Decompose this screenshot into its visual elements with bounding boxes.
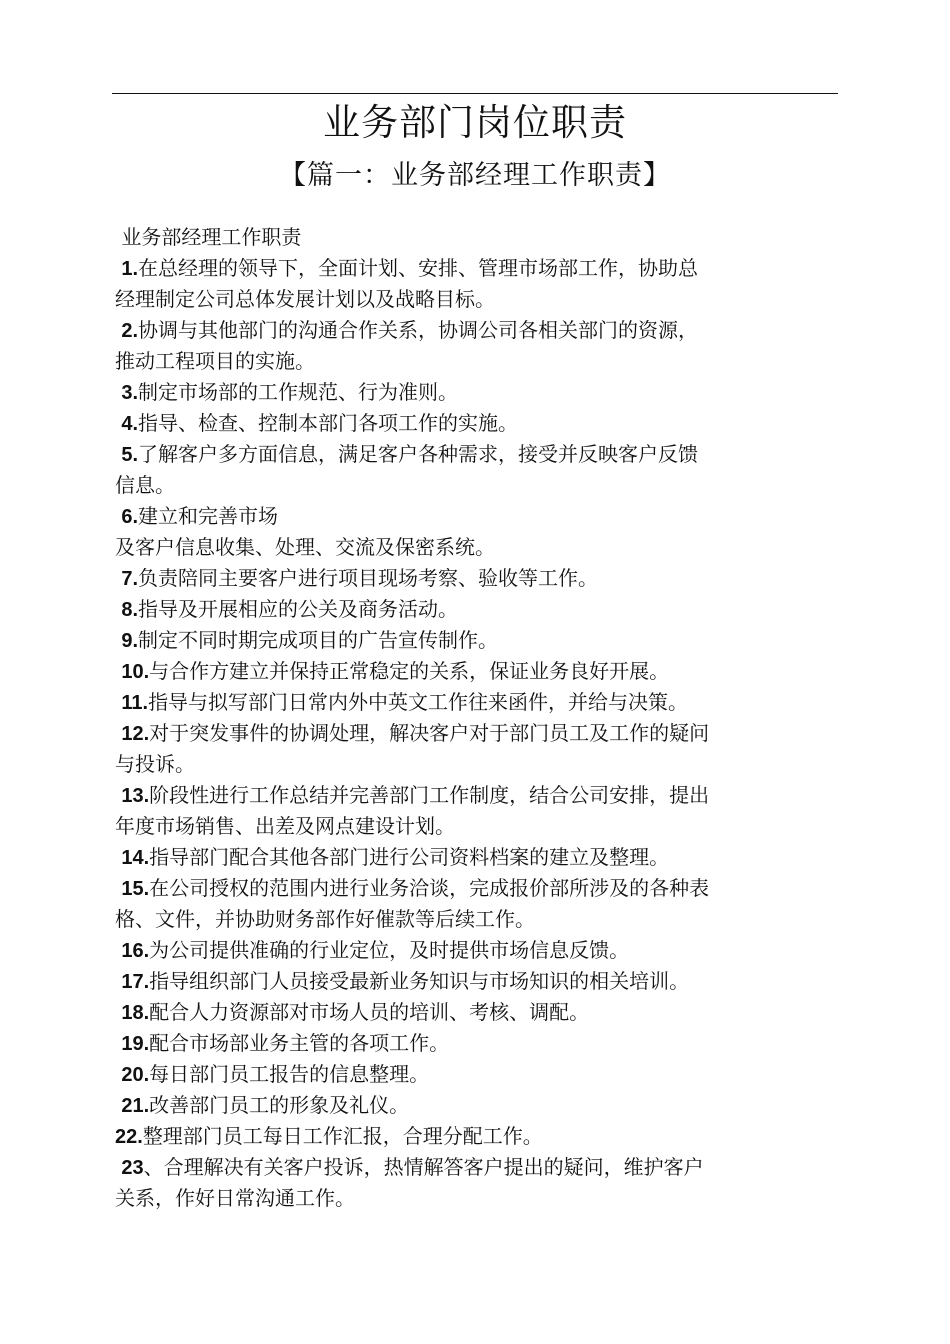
duty-line: 14.指导部门配合其他各部门进行公司资料档案的建立及整理。 (121, 845, 670, 869)
duty-line: 年度市场销售、出差及网点建设计划。 (115, 814, 455, 838)
item-number: 3. (121, 382, 139, 404)
item-number: 6. (121, 506, 139, 528)
duty-line: 22.整理部门员工每日工作汇报，合理分配工作。 (115, 1124, 543, 1148)
item-number: 9. (121, 630, 139, 652)
item-number: 18. (121, 1002, 150, 1024)
duty-line: 20.每日部门员工报告的信息整理。 (121, 1062, 430, 1086)
body-subtitle: 业务部经理工作职责 (121, 225, 302, 249)
duty-line: 15.在公司授权的范围内进行业务洽谈，完成报价部所涉及的各种表 (121, 876, 710, 900)
item-number: 1. (121, 258, 139, 280)
item-number: 12. (121, 723, 150, 745)
duty-line: 11.指导与拟写部门日常内外中英文工作往来函件，并给与决策。 (121, 690, 689, 714)
item-number: 4. (121, 413, 139, 435)
duty-line: 21.改善部门员工的形象及礼仪。 (121, 1093, 410, 1117)
document-title: 业务部门岗位职责 (323, 101, 627, 144)
item-number: 21. (121, 1095, 150, 1117)
duty-line: 格、文件，并协助财务部作好催款等后续工作。 (115, 907, 535, 931)
duty-line: 与投诉。 (115, 752, 195, 776)
duty-line: 6.建立和完善市场 (121, 504, 279, 528)
item-number: 16. (121, 940, 150, 962)
duty-line: 17.指导组织部门人员接受最新业务知识与市场知识的相关培训。 (121, 969, 690, 993)
item-number: 14. (121, 847, 150, 869)
duty-line: 9.制定不同时期完成项目的广告宣传制作。 (121, 628, 499, 652)
duty-line: 5.了解客户多方面信息，满足客户各种需求，接受并反映客户反馈 (121, 442, 699, 466)
duty-line: 信息。 (115, 473, 175, 497)
duty-line: 3.制定市场部的工作规范、行为准则。 (121, 380, 459, 404)
duty-line: 8.指导及开展相应的公关及商务活动。 (121, 597, 459, 621)
duty-line: 7.负责陪同主要客户进行项目现场考察、验收等工作。 (121, 566, 599, 590)
duty-line: 关系，作好日常沟通工作。 (115, 1186, 355, 1210)
duty-line: 2.协调与其他部门的沟通合作关系，协调公司各相关部门的资源， (121, 318, 699, 342)
duty-line: 12.对于突发事件的协调处理，解决客户对于部门员工及工作的疑问 (121, 721, 710, 745)
duty-line: 23、合理解决有关客户投诉，热情解答客户提出的疑问，维护客户 (121, 1155, 704, 1179)
item-number: 7. (121, 568, 139, 590)
item-number: 8. (121, 599, 139, 621)
item-number: 22. (115, 1126, 143, 1148)
item-number: 15. (121, 878, 150, 900)
header-rule (112, 93, 838, 94)
duty-line: 4.指导、检查、控制本部门各项工作的实施。 (121, 411, 519, 435)
duty-line: 19.配合市场部业务主管的各项工作。 (121, 1031, 450, 1055)
duty-line: 13.阶段性进行工作总结并完善部门工作制度，结合公司安排，提出 (121, 783, 710, 807)
document-body (115, 222, 835, 1214)
item-number: 17. (121, 971, 150, 993)
section-title: 【篇一：业务部经理工作职责】 (279, 160, 671, 191)
item-number: 20. (121, 1064, 150, 1086)
item-number: 5. (121, 444, 139, 466)
item-number: 11. (121, 692, 149, 714)
duty-line: 经理制定公司总体发展计划以及战略目标。 (115, 287, 495, 311)
duty-line: 18.配合人力资源部对市场人员的培训、考核、调配。 (121, 1000, 590, 1024)
duty-line: 16.为公司提供准确的行业定位，及时提供市场信息反馈。 (121, 938, 630, 962)
duty-line: 及客户信息收集、处理、交流及保密系统。 (115, 535, 495, 559)
duty-line: 1.在总经理的领导下，全面计划、安排、管理市场部工作，协助总 (121, 256, 699, 280)
item-number: 23 (121, 1157, 144, 1179)
duty-line: 10.与合作方建立并保持正常稳定的关系，保证业务良好开展。 (121, 659, 670, 683)
duty-line: 推动工程项目的实施。 (115, 349, 315, 373)
item-number: 13. (121, 785, 150, 807)
item-number: 2. (121, 320, 139, 342)
item-number: 10. (121, 661, 150, 683)
item-number: 19. (121, 1033, 150, 1055)
